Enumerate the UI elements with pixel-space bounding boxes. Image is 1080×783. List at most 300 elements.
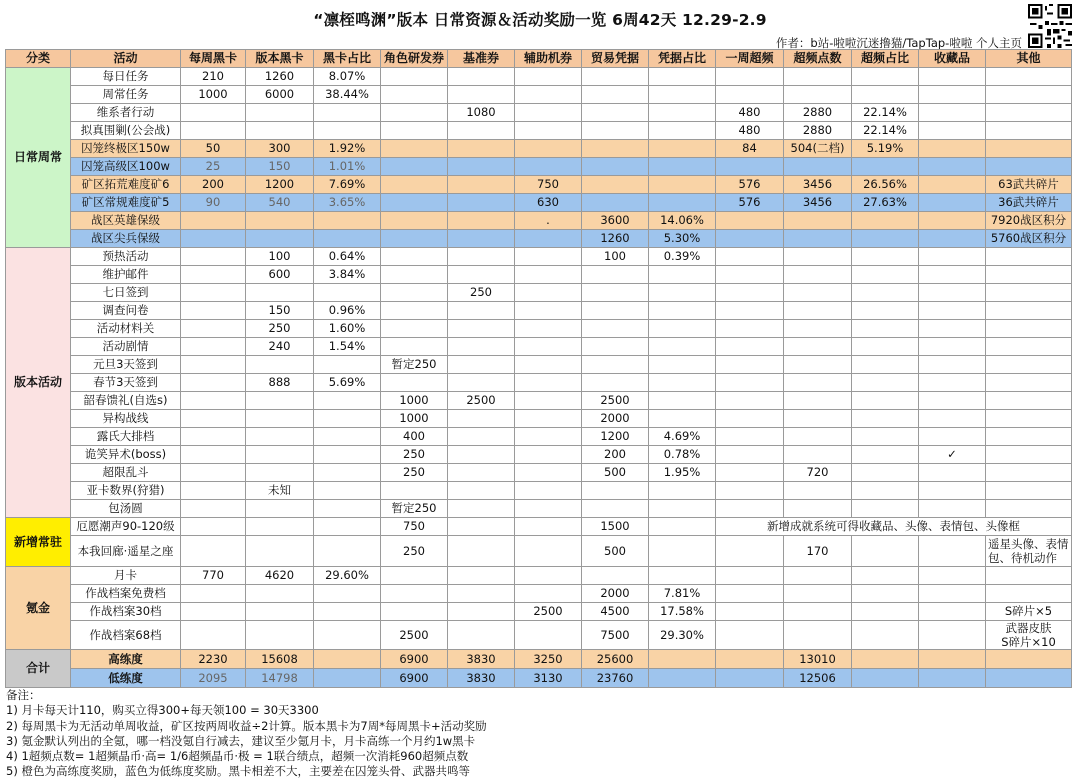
table-cell	[649, 536, 716, 567]
table-cell	[852, 320, 919, 338]
table-cell	[919, 320, 986, 338]
table-cell	[448, 158, 515, 176]
table-cell	[181, 230, 246, 248]
activity-name: 维护邮件	[71, 266, 181, 284]
table-row	[6, 194, 1072, 212]
table-cell	[515, 446, 582, 464]
table-cell: 150	[246, 302, 314, 320]
table-cell	[716, 266, 784, 284]
table-cell	[448, 410, 515, 428]
table-cell	[582, 122, 649, 140]
table-cell	[986, 68, 1072, 86]
table-row	[6, 585, 1072, 603]
table-cell	[381, 158, 448, 176]
table-cell	[919, 230, 986, 248]
table-cell	[716, 338, 784, 356]
table-cell: 170	[784, 536, 852, 567]
table-cell: 3250	[515, 650, 582, 669]
table-cell: 2500	[515, 603, 582, 621]
table-cell	[181, 500, 246, 518]
table-cell: 1500	[582, 518, 649, 536]
table-cell	[314, 446, 381, 464]
table-cell	[246, 410, 314, 428]
table-cell	[246, 446, 314, 464]
author-credit: 作者：b站-啦啦沉迷撸猫/TapTap-啦啦 个人主页	[775, 36, 1022, 50]
table-cell	[381, 212, 448, 230]
table-cell	[919, 158, 986, 176]
table-cell	[919, 86, 986, 104]
table-cell	[649, 410, 716, 428]
table-cell	[649, 320, 716, 338]
table-cell: 武器皮肤 S碎片×10	[986, 621, 1072, 650]
table-cell	[314, 284, 381, 302]
column-header: 活动	[71, 50, 181, 68]
table-cell	[448, 230, 515, 248]
table-cell	[784, 585, 852, 603]
table-cell	[716, 585, 784, 603]
table-cell	[181, 518, 246, 536]
table-cell	[448, 464, 515, 482]
table-cell	[986, 482, 1072, 500]
table-cell	[784, 410, 852, 428]
table-cell	[919, 464, 986, 482]
table-cell	[246, 428, 314, 446]
qr-code-icon[interactable]	[1028, 4, 1072, 48]
table-cell: 2500	[381, 621, 448, 650]
note-line: 备注：	[6, 688, 41, 702]
table-cell	[919, 140, 986, 158]
table-cell: 750	[381, 518, 448, 536]
table-cell	[448, 518, 515, 536]
table-cell: 240	[246, 338, 314, 356]
table-cell	[314, 536, 381, 567]
table-cell	[515, 428, 582, 446]
table-cell: 2500	[582, 392, 649, 410]
table-row	[6, 518, 1072, 536]
table-cell	[919, 194, 986, 212]
table-cell	[448, 428, 515, 446]
table-cell	[986, 266, 1072, 284]
table-cell	[784, 320, 852, 338]
column-header: 基准券	[448, 50, 515, 68]
table-cell: 26.56%	[852, 176, 919, 194]
table-cell	[716, 603, 784, 621]
table-cell	[986, 104, 1072, 122]
table-cell	[515, 104, 582, 122]
table-cell	[515, 500, 582, 518]
table-cell	[852, 392, 919, 410]
table-cell	[852, 446, 919, 464]
table-cell	[582, 284, 649, 302]
table-cell	[246, 585, 314, 603]
activity-name: 厄愿潮声90-120级	[71, 518, 181, 536]
table-cell	[515, 621, 582, 650]
table-cell: 7920战区积分	[986, 212, 1072, 230]
table-cell: 7500	[582, 621, 649, 650]
table-cell	[448, 140, 515, 158]
table-cell	[784, 482, 852, 500]
table-cell	[852, 603, 919, 621]
table-cell: 500	[582, 536, 649, 567]
table-cell	[986, 302, 1072, 320]
table-cell: 1000	[381, 410, 448, 428]
table-cell	[515, 140, 582, 158]
table-cell	[381, 248, 448, 266]
table-cell	[381, 320, 448, 338]
table-cell	[181, 122, 246, 140]
table-cell	[716, 230, 784, 248]
table-cell: 13010	[784, 650, 852, 669]
table-cell: 5760战区积分	[986, 230, 1072, 248]
table-cell	[784, 338, 852, 356]
table-cell	[582, 482, 649, 500]
table-cell	[919, 248, 986, 266]
table-cell	[381, 284, 448, 302]
category-cell: 日常周常	[6, 68, 71, 248]
table-cell	[649, 518, 716, 536]
table-cell: 250	[448, 284, 515, 302]
table-cell	[986, 410, 1072, 428]
table-cell: 2880	[784, 122, 852, 140]
table-cell: 90	[181, 194, 246, 212]
table-cell: 5.19%	[852, 140, 919, 158]
activity-name: 作战档案免费档	[71, 585, 181, 603]
activity-name: 七日签到	[71, 284, 181, 302]
table-cell: 3130	[515, 669, 582, 688]
table-cell	[919, 338, 986, 356]
table-cell	[246, 284, 314, 302]
table-cell	[784, 446, 852, 464]
table-cell	[515, 248, 582, 266]
table-cell	[515, 356, 582, 374]
activity-name: 活动剧情	[71, 338, 181, 356]
note-line: 4) 1超频点数= 1超频晶币·高= 1/6超频晶币·极 = 1联合绩点，超频一次消耗960超频点数	[6, 749, 469, 764]
table-cell	[448, 500, 515, 518]
table-row	[6, 140, 1072, 158]
table-cell	[515, 585, 582, 603]
table-cell	[649, 567, 716, 585]
table-cell	[381, 86, 448, 104]
table-cell	[919, 302, 986, 320]
table-cell	[919, 621, 986, 650]
table-cell: 600	[246, 266, 314, 284]
table-cell	[919, 68, 986, 86]
table-cell: 200	[181, 176, 246, 194]
table-cell	[649, 669, 716, 688]
table-cell: 6900	[381, 669, 448, 688]
activity-name: 包汤圆	[71, 500, 181, 518]
table-cell	[314, 428, 381, 446]
table-row	[6, 428, 1072, 446]
table-cell	[515, 86, 582, 104]
table-cell: 400	[381, 428, 448, 446]
table-cell	[381, 122, 448, 140]
activity-name: 矿区常规难度矿5	[71, 194, 181, 212]
table-cell	[381, 585, 448, 603]
table-cell	[181, 410, 246, 428]
table-cell	[919, 428, 986, 446]
table-cell: 1200	[246, 176, 314, 194]
activity-name: 调查问卷	[71, 302, 181, 320]
table-cell: 3.84%	[314, 266, 381, 284]
activity-name: 拟真围剿(公会战)	[71, 122, 181, 140]
table-cell	[246, 464, 314, 482]
table-cell	[986, 248, 1072, 266]
table-cell	[852, 68, 919, 86]
column-header: 贸易凭据	[582, 50, 649, 68]
activity-name: 周常任务	[71, 86, 181, 104]
table-cell	[784, 392, 852, 410]
table-cell	[649, 140, 716, 158]
table-cell: 遥星头像、表情包、待机动作	[986, 536, 1072, 567]
table-cell: 0.39%	[649, 248, 716, 266]
table-cell	[649, 176, 716, 194]
table-cell	[852, 338, 919, 356]
table-cell	[582, 338, 649, 356]
table-cell	[919, 536, 986, 567]
table-cell	[515, 266, 582, 284]
table-cell: 770	[181, 567, 246, 585]
table-row	[6, 338, 1072, 356]
table-cell	[986, 392, 1072, 410]
table-cell	[448, 194, 515, 212]
table-cell	[986, 669, 1072, 688]
table-cell: 480	[716, 122, 784, 140]
table-cell: 0.96%	[314, 302, 381, 320]
table-cell	[986, 585, 1072, 603]
table-cell: 100	[246, 248, 314, 266]
table-cell: 14.06%	[649, 212, 716, 230]
table-cell	[716, 500, 784, 518]
table-cell	[919, 212, 986, 230]
activity-name: 亚卡数界(狩猎)	[71, 482, 181, 500]
table-cell: 576	[716, 194, 784, 212]
table-cell	[986, 86, 1072, 104]
table-cell: 1260	[582, 230, 649, 248]
table-cell: 500	[582, 464, 649, 482]
table-cell	[515, 122, 582, 140]
table-cell: 2000	[582, 410, 649, 428]
note-line: 1) 月卡每天计110，购买立得300+每天领100 = 30天3300	[6, 703, 319, 718]
table-cell	[986, 374, 1072, 392]
table-cell	[716, 356, 784, 374]
table-cell: 3.65%	[314, 194, 381, 212]
activity-name: 本我回廊·遥星之座	[71, 536, 181, 567]
table-row	[6, 410, 1072, 428]
table-cell	[716, 428, 784, 446]
table-cell	[986, 356, 1072, 374]
table-cell: 63武共碎片	[986, 176, 1072, 194]
table-cell: 1200	[582, 428, 649, 446]
table-cell	[649, 122, 716, 140]
table-cell	[314, 410, 381, 428]
table-cell	[314, 356, 381, 374]
activity-name: 露氏大排档	[71, 428, 181, 446]
table-cell: 50	[181, 140, 246, 158]
table-cell: S碎片×5	[986, 603, 1072, 621]
table-cell	[784, 158, 852, 176]
table-cell: 5.69%	[314, 374, 381, 392]
table-cell: 480	[716, 104, 784, 122]
table-cell	[919, 669, 986, 688]
table-cell	[582, 302, 649, 320]
table-cell	[716, 212, 784, 230]
table-cell: 8.07%	[314, 68, 381, 86]
activity-name: 战区英雄保级	[71, 212, 181, 230]
table-cell: 22.14%	[852, 104, 919, 122]
table-row	[6, 536, 1072, 567]
table-cell	[381, 374, 448, 392]
table-cell	[381, 482, 448, 500]
table-cell	[582, 374, 649, 392]
table-cell	[716, 669, 784, 688]
table-cell	[852, 248, 919, 266]
table-cell	[181, 266, 246, 284]
table-row	[6, 669, 1072, 688]
table-cell: .	[515, 212, 582, 230]
table-cell	[181, 374, 246, 392]
table-row	[6, 446, 1072, 464]
note-line: 3) 氪金默认列出的全氪，哪一档没氪自行减去，建议至少氪月卡，月卡高练一个月约1w黑卡	[6, 733, 476, 748]
table-cell	[784, 567, 852, 585]
table-row	[6, 104, 1072, 122]
table-cell: 3600	[582, 212, 649, 230]
table-cell	[582, 86, 649, 104]
table-cell	[852, 212, 919, 230]
table-cell: 1260	[246, 68, 314, 86]
table-cell	[381, 302, 448, 320]
activity-name: 异构战线	[71, 410, 181, 428]
table-cell	[181, 621, 246, 650]
table-cell: 3456	[784, 176, 852, 194]
table-cell	[246, 518, 314, 536]
activity-name: 韶春馈礼(自选s)	[71, 392, 181, 410]
table-cell	[515, 374, 582, 392]
table-cell	[716, 650, 784, 669]
table-cell	[181, 104, 246, 122]
table-cell	[381, 266, 448, 284]
table-cell	[314, 392, 381, 410]
table-cell	[716, 482, 784, 500]
table-cell: 3456	[784, 194, 852, 212]
table-row	[6, 464, 1072, 482]
resource-table	[5, 49, 1072, 688]
table-cell	[649, 86, 716, 104]
activity-name: 战区尖兵保级	[71, 230, 181, 248]
table-cell	[784, 428, 852, 446]
table-cell: 300	[246, 140, 314, 158]
table-cell	[448, 68, 515, 86]
activity-name: 每日任务	[71, 68, 181, 86]
table-cell	[515, 284, 582, 302]
table-cell: 1080	[448, 104, 515, 122]
table-cell	[716, 392, 784, 410]
table-cell	[448, 621, 515, 650]
table-cell	[582, 140, 649, 158]
table-cell	[381, 176, 448, 194]
table-cell	[649, 194, 716, 212]
category-cell: 新增常驻	[6, 518, 71, 567]
table-cell	[448, 356, 515, 374]
table-row	[6, 302, 1072, 320]
table-cell: 2230	[181, 650, 246, 669]
table-cell	[582, 158, 649, 176]
table-cell	[919, 104, 986, 122]
table-cell: 2880	[784, 104, 852, 122]
table-cell	[986, 567, 1072, 585]
table-cell	[716, 567, 784, 585]
table-cell	[852, 464, 919, 482]
table-cell	[784, 230, 852, 248]
table-cell: 4.69%	[649, 428, 716, 446]
table-cell	[852, 500, 919, 518]
table-cell	[852, 374, 919, 392]
column-header: 版本黑卡	[246, 50, 314, 68]
table-cell	[181, 482, 246, 500]
table-cell: 7.69%	[314, 176, 381, 194]
table-cell: 6900	[381, 650, 448, 669]
table-cell	[852, 356, 919, 374]
table-cell: 1.60%	[314, 320, 381, 338]
table-cell	[919, 266, 986, 284]
table-cell	[986, 464, 1072, 482]
table-cell	[515, 338, 582, 356]
table-cell: 36武共碎片	[986, 194, 1072, 212]
table-cell	[181, 248, 246, 266]
table-cell	[314, 518, 381, 536]
table-cell	[314, 482, 381, 500]
table-cell	[448, 86, 515, 104]
table-cell	[919, 410, 986, 428]
table-cell	[986, 500, 1072, 518]
table-cell: 250	[381, 464, 448, 482]
table-cell	[919, 585, 986, 603]
table-cell	[716, 621, 784, 650]
table-cell	[852, 158, 919, 176]
activity-name: 诡笑异术(boss)	[71, 446, 181, 464]
table-cell	[852, 650, 919, 669]
activity-name: 月卡	[71, 567, 181, 585]
table-cell	[515, 392, 582, 410]
table-cell	[314, 603, 381, 621]
table-cell	[852, 302, 919, 320]
table-cell	[448, 446, 515, 464]
table-cell: 200	[582, 446, 649, 464]
table-cell	[784, 284, 852, 302]
table-cell	[919, 482, 986, 500]
table-cell	[381, 104, 448, 122]
table-cell	[919, 567, 986, 585]
table-cell	[181, 428, 246, 446]
table-cell	[852, 410, 919, 428]
column-header: 每周黑卡	[181, 50, 246, 68]
table-row	[6, 212, 1072, 230]
table-cell	[448, 320, 515, 338]
table-cell	[246, 212, 314, 230]
table-row	[6, 248, 1072, 266]
table-row	[6, 356, 1072, 374]
table-cell	[784, 500, 852, 518]
table-cell	[919, 374, 986, 392]
table-cell	[381, 140, 448, 158]
table-cell	[919, 176, 986, 194]
table-cell	[246, 392, 314, 410]
table-cell: 100	[582, 248, 649, 266]
table-cell	[649, 338, 716, 356]
table-cell	[852, 482, 919, 500]
table-cell: 29.60%	[314, 567, 381, 585]
table-cell	[784, 621, 852, 650]
